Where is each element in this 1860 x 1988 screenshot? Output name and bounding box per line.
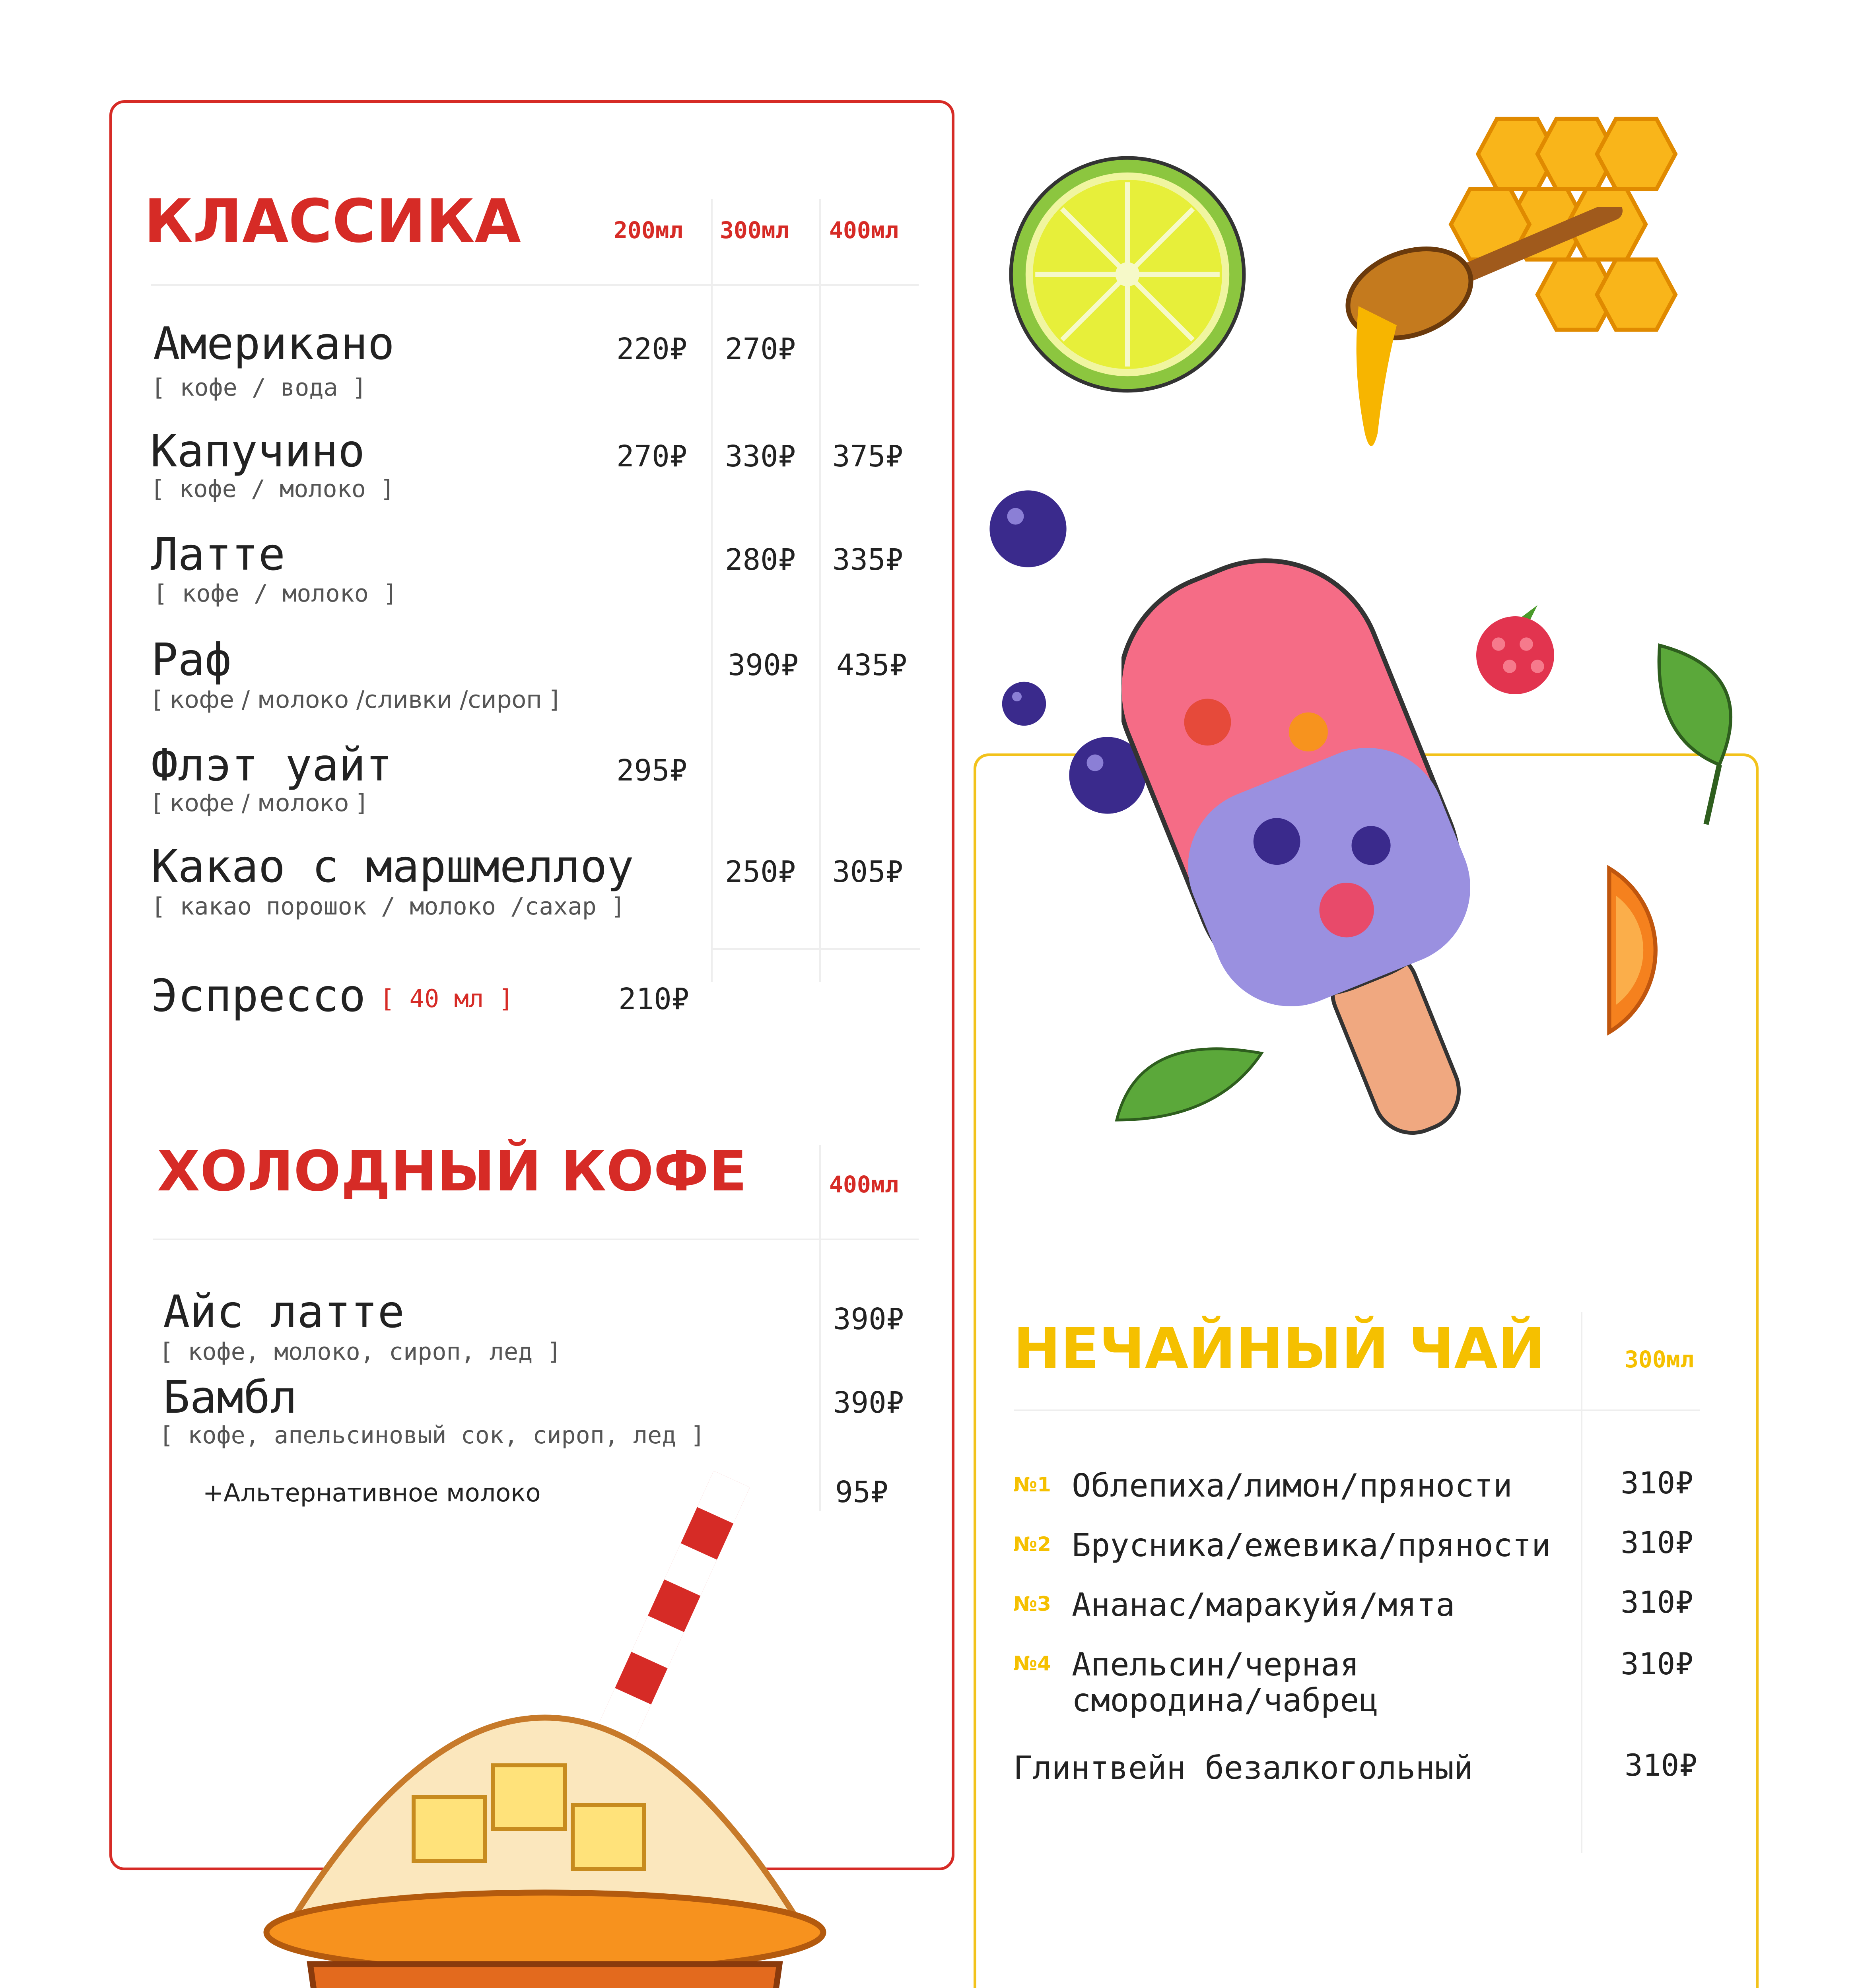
tea-name-orange-line1: Апельсин/черная (1072, 1646, 1359, 1683)
item-desc-raf: [ кофе / молоко /сливки /сироп ] (153, 686, 559, 714)
alt-milk-option: +Альтернативное молоко (203, 1478, 541, 1507)
price-mulled-wine: 310₽ (1625, 1747, 1698, 1783)
price-bumble: 390₽ (833, 1386, 904, 1420)
tea-name-sea-buckthorn: Облепиха/лимон/пряности (1072, 1467, 1512, 1504)
size-header-200: 200мл (614, 217, 683, 244)
price-tea-4: 310₽ (1621, 1646, 1694, 1681)
price-tea-3: 310₽ (1621, 1584, 1694, 1620)
item-name-cocoa: Какао с маршмеллоу (151, 841, 634, 893)
divider (1014, 1409, 1700, 1411)
price-300: 390₽ (728, 648, 799, 682)
mulled-wine-name: Глинтвейн безалкогольный (1013, 1749, 1473, 1786)
tea-number-1: №1 (1013, 1473, 1051, 1496)
iced-coffee-cup-icon (255, 1439, 835, 1988)
price-400: 375₽ (832, 439, 904, 474)
column-divider (711, 199, 713, 982)
price-espresso: 210₽ (618, 982, 690, 1016)
column-divider (819, 199, 821, 982)
orange-slice-icon (1567, 855, 1706, 1046)
price-alt-milk: 95₽ (835, 1475, 888, 1509)
item-desc-bumble: [ кофе, апельсиновый сок, сироп, лед ] (159, 1421, 705, 1449)
tea-name-lingonberry: Брусника/ежевика/пряности (1072, 1527, 1551, 1564)
cold-coffee-section-title: ХОЛОДНЫЙ КОФЕ (157, 1139, 747, 1204)
mint-leaf-icon (1638, 632, 1774, 831)
item-desc-cocoa: [ какао порошок / молоко /сахар ] (151, 893, 626, 920)
divider (151, 284, 919, 286)
price-ice-latte: 390₽ (833, 1302, 904, 1336)
blueberry-icon (986, 487, 1070, 571)
tea-number-2: №2 (1013, 1533, 1051, 1556)
divider (153, 1239, 919, 1240)
item-name-americano: Американо (153, 318, 395, 370)
item-name-ice-latte: Айс латте (163, 1286, 404, 1338)
price-300: 330₽ (725, 439, 796, 474)
non-tea-section-title: НЕЧАЙНЫЙ ЧАЙ (1013, 1316, 1545, 1382)
item-desc-latte: [ кофе / молоко ] (153, 580, 398, 608)
size-header-400: 400мл (829, 1171, 899, 1198)
item-desc-americano: [ кофе / вода ] (151, 374, 367, 402)
honey-dipper-icon (1320, 207, 1638, 533)
price-400: 435₽ (836, 648, 908, 682)
tea-name-pineapple: Ананас/маракуйя/мята (1072, 1586, 1455, 1623)
column-divider (1581, 1312, 1582, 1853)
item-desc-flat-white: [ кофе / молоко ] (153, 789, 366, 817)
price-300: 270₽ (725, 332, 796, 366)
item-name-cappuccino: Капучино (150, 425, 365, 477)
item-name-bumble: Бамбл (163, 1372, 297, 1423)
raspberry-icon (1460, 588, 1571, 700)
size-header-300: 300мл (1625, 1346, 1694, 1373)
tea-number-3: №3 (1013, 1592, 1051, 1615)
tea-name-orange-line2: смородина/чабрец (1072, 1682, 1378, 1719)
price-tea-1: 310₽ (1621, 1465, 1694, 1501)
item-name-raf: Раф (151, 634, 232, 686)
item-name-flat-white: Флэт уайт (151, 740, 393, 791)
price-300: 280₽ (725, 543, 796, 577)
price-200: 270₽ (616, 439, 688, 474)
price-tea-2: 310₽ (1621, 1525, 1694, 1560)
tea-number-4: №4 (1013, 1652, 1051, 1675)
price-400: 305₽ (832, 855, 904, 889)
divider (711, 948, 920, 950)
size-header-400: 400мл (829, 217, 899, 244)
blueberry-icon (1000, 680, 1048, 728)
mint-leaf-icon (1106, 1016, 1273, 1135)
item-name-espresso: Эспрессо (151, 970, 366, 1022)
price-400: 335₽ (832, 543, 904, 577)
price-300: 250₽ (725, 855, 796, 889)
item-desc-cappuccino: [ кофе / молоко ] (150, 475, 395, 503)
price-200: 295₽ (616, 753, 688, 788)
item-name-latte: Латте (151, 529, 286, 580)
item-desc-ice-latte: [ кофе, молоко, сироп, лед ] (159, 1338, 562, 1366)
price-200: 220₽ (616, 332, 688, 366)
size-header-300: 300мл (720, 217, 789, 244)
classic-section-title: КЛАССИКА (144, 187, 521, 256)
lime-slice-icon (1006, 153, 1249, 396)
espresso-volume-note: [ 40 мл ] (380, 984, 513, 1013)
